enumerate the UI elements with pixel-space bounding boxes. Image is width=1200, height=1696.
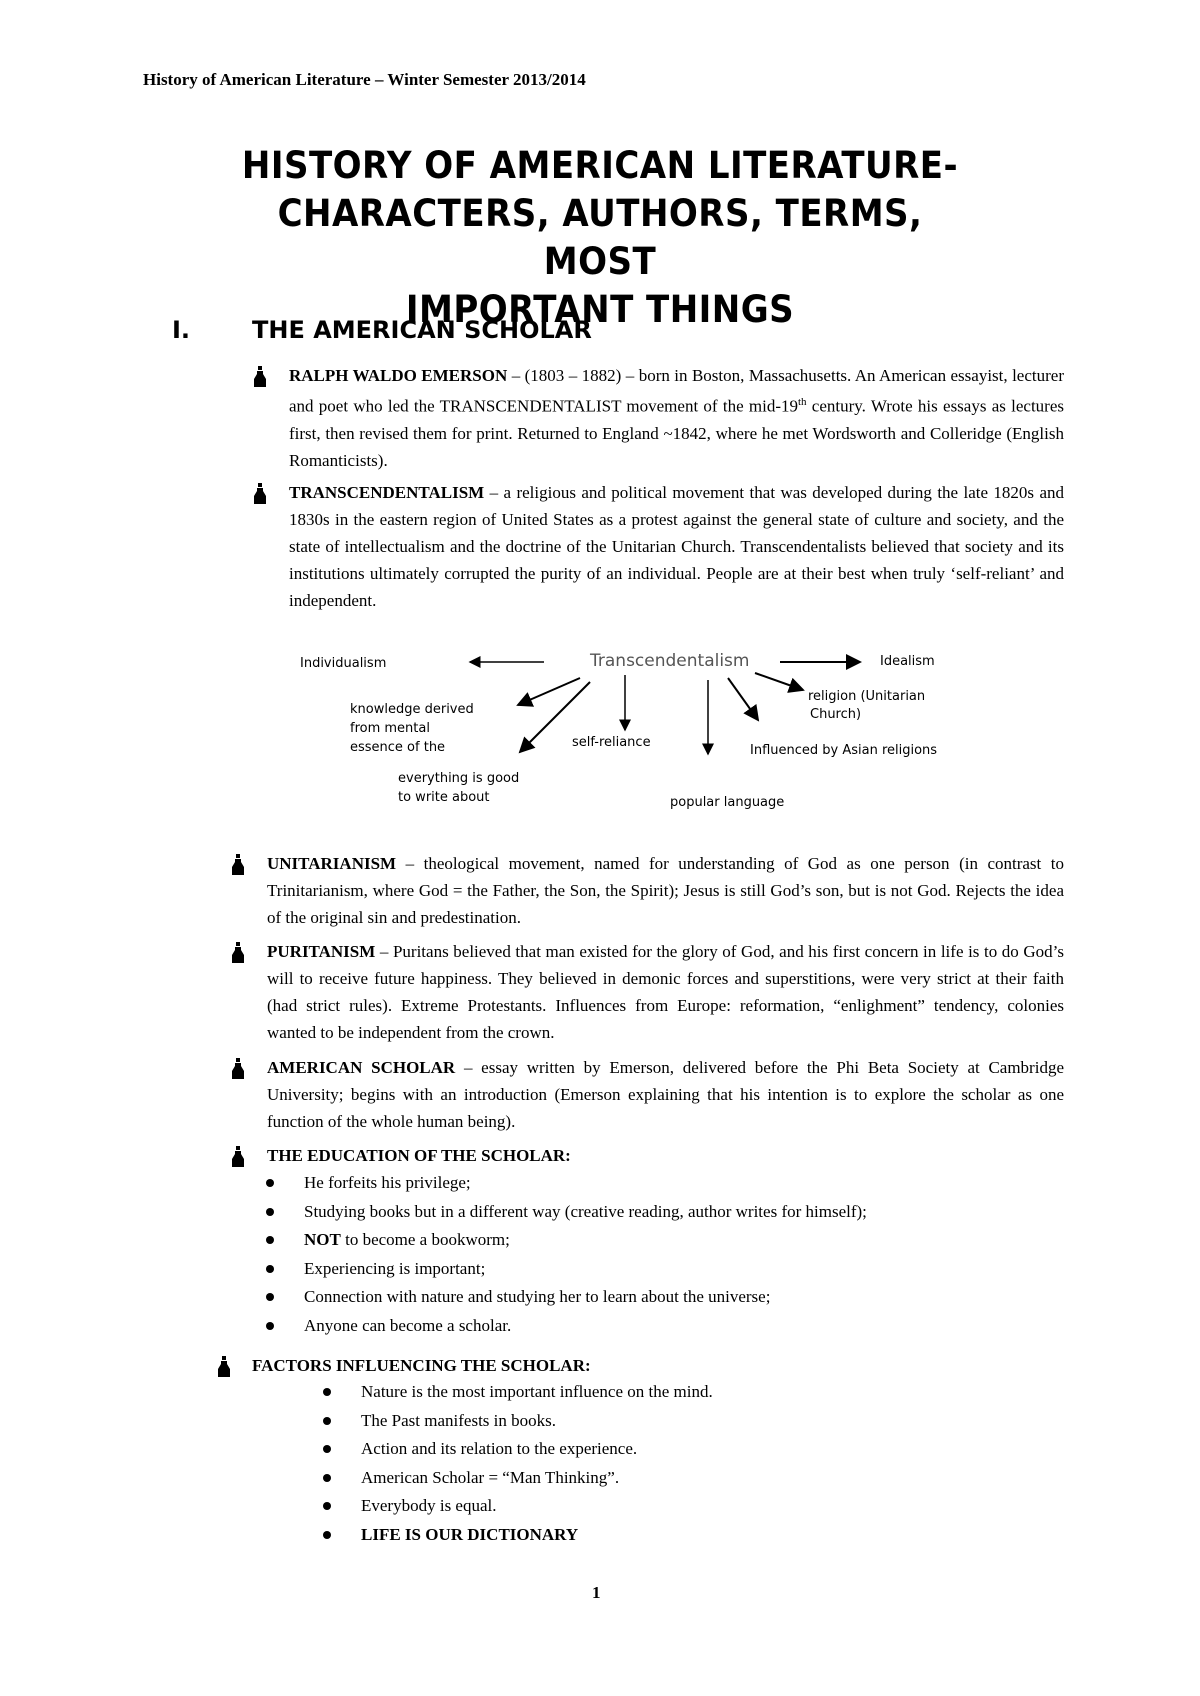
term-emerson: RALPH WALDO EMERSON (289, 366, 508, 385)
transcendentalism-text: – a religious and political movement that was developed during the late 1820s and 1830s in the eastern region of United States as a protest against the general state of culture and society, and the state of intellectualism and the doctrine of the Unitarian Church. Transcendentalists believed that society and its institutions ultimately corrupted the purity of an individual. People are at their best when truly ‘self-reliant’ and independent. (289, 483, 1064, 610)
emerson-text-b: century. Wrote his essays as lectures first, then revised them for print. Returned to England ~1842, where he met Wordsworth and Colleridge (English Romanticists). (289, 396, 1064, 470)
list-item (361, 1521, 1061, 1550)
list-item (304, 1312, 1064, 1341)
ink-bottle-bullet-icon (217, 1356, 231, 1378)
diagram-individualism: Individualism (300, 656, 387, 671)
section-heading (172, 316, 592, 344)
entry-puritanism (267, 938, 1064, 1046)
diagram-knowledge-1: knowledge derived (350, 702, 474, 717)
entry-unitarianism (267, 850, 1064, 931)
arrow-religion (755, 673, 803, 690)
page-number: 1 (592, 1583, 601, 1602)
list-item-text: The Past manifests in books. (361, 1410, 557, 1430)
list-item-text: Nature is the most important influence on the mind. (361, 1382, 713, 1401)
entry-emerson (289, 362, 1064, 474)
education-list (304, 1169, 1064, 1340)
term-unitarianism: UNITARIANISM (267, 854, 397, 873)
factors-list (361, 1378, 1061, 1549)
list-item-bold: LIFE IS OUR DICTIONARY (361, 1524, 579, 1544)
heading-factors: FACTORS INFLUENCING THE SCHOLAR: (252, 1356, 591, 1375)
bullet-dot-icon (266, 1208, 274, 1216)
ink-bottle-bullet-icon (231, 1058, 245, 1080)
diagram-religion-1: religion (Unitarian (808, 689, 926, 704)
diagram-knowledge-2: from mental (350, 721, 430, 736)
ink-bottle-bullet-icon (253, 483, 267, 505)
diagram-popular-language: popular language (670, 795, 785, 810)
list-item-text: He forfeits his privilege; (304, 1173, 471, 1192)
list-item (304, 1255, 1064, 1284)
ink-bottle-bullet-icon (253, 366, 267, 388)
bullet-dot-icon (266, 1236, 274, 1244)
diagram-religion-2: Church) (810, 707, 862, 722)
list-item (361, 1407, 1061, 1436)
list-item-text: Connection with nature and studying her to learn about the universe; (304, 1287, 771, 1306)
list-item (304, 1169, 1064, 1198)
bullet-dot-icon (323, 1417, 331, 1425)
bullet-dot-icon (323, 1531, 331, 1539)
transcendentalism-diagram (290, 640, 990, 820)
heading-education: THE EDUCATION OF THE SCHOLAR: (267, 1146, 571, 1165)
bullet-dot-icon (266, 1179, 274, 1187)
list-item-bold: NOT (304, 1230, 341, 1249)
list-item-text: Studying books but in a different way (creative reading, author writes for himself); (304, 1201, 867, 1221)
list-item (304, 1198, 1064, 1227)
list-item-text: Anyone can become a scholar. (304, 1315, 512, 1335)
american-scholar-text: – essay written by Emerson, delivered before the Phi Beta Society at Cambridge University; begins with an introduction (Emerson explaining that his intention is to explore the scholar as one function of the whole human being). (267, 1058, 1064, 1131)
list-item-text: to become a bookworm; (340, 1230, 510, 1249)
bullet-dot-icon (323, 1474, 331, 1482)
bullet-dot-icon (323, 1445, 331, 1453)
list-item-text: American Scholar = “Man Thinking”. (361, 1467, 620, 1487)
bullet-dot-icon (266, 1322, 274, 1330)
unitarianism-text: – theological movement, named for understanding of God as one person (in contrast to Trinitarianism, where God = the Father, the Son, the Spirit); Jesus is still God’s son, but is not God. Rejects the idea of the original sin and predestination. (267, 854, 1064, 927)
list-item (361, 1464, 1061, 1493)
document-title (232, 142, 968, 334)
list-item-text: Experiencing is important; (304, 1258, 486, 1278)
ink-bottle-bullet-icon (231, 1146, 245, 1168)
term-american-scholar: AMERICAN SCHOLAR (267, 1058, 456, 1077)
arrow-asian-religions (728, 678, 758, 720)
diagram-knowledge-3: essence of the (350, 740, 446, 755)
ink-bottle-bullet-icon (231, 854, 245, 876)
ink-bottle-bullet-icon (231, 942, 245, 964)
emerson-sup: th (797, 396, 807, 408)
bullet-dot-icon (266, 1293, 274, 1301)
entry-american-scholar (267, 1054, 1064, 1135)
diagram-everything-2: to write about (398, 790, 490, 805)
list-item (304, 1283, 1064, 1312)
diagram-everything-1: everything is good (398, 771, 520, 786)
list-item (361, 1435, 1061, 1464)
bullet-dot-icon (323, 1502, 331, 1510)
list-item (361, 1378, 1061, 1407)
section-number: I. (172, 316, 191, 344)
term-puritanism: PURITANISM (267, 942, 376, 961)
emerson-text-a: – (1803 – 1882) – born in Boston, Massachusetts. An American essayist, lecturer and poet who led the TRANSCENDENTALIST movement of the mid-19 (289, 366, 1064, 416)
diagram-asian-religions: Influenced by Asian religions (750, 743, 938, 758)
list-item-text: Action and its relation to the experience. (361, 1439, 638, 1458)
puritanism-text: – Puritans believed that man existed for the glory of God, and his first concern in life is to do God’s will to receive future happiness. They believed in demonic forces and superstitions, were very strict at their faith (had strict rules). Extreme Protestants. Influences from Europe: reformation, “enlighment” tendency, colonies wanted to be independent from the crown. (267, 942, 1064, 1042)
list-item (361, 1492, 1061, 1521)
term-transcendentalism: TRANSCENDENTALISM (289, 483, 485, 502)
diagram-self-reliance: self-reliance (572, 735, 651, 750)
diagram-center: Transcendentalism (590, 651, 750, 671)
title-line-3: IMPORTANT THINGS (405, 288, 795, 331)
title-line-2: CHARACTERS, AUTHORS, TERMS, MOST (277, 192, 923, 283)
bullet-dot-icon (323, 1388, 331, 1396)
list-item (304, 1226, 1064, 1255)
list-item-text: Everybody is equal. (361, 1496, 497, 1515)
section-title: THE AMERICAN SCHOLAR (252, 316, 592, 344)
diagram-idealism: Idealism (880, 654, 935, 669)
title-line-1: HISTORY OF AMERICAN LITERATURE- (241, 144, 959, 187)
running-header: History of American Literature – Winter Semester 2013/2014 (143, 70, 586, 89)
entry-transcendentalism (289, 479, 1064, 614)
bullet-dot-icon (266, 1265, 274, 1273)
